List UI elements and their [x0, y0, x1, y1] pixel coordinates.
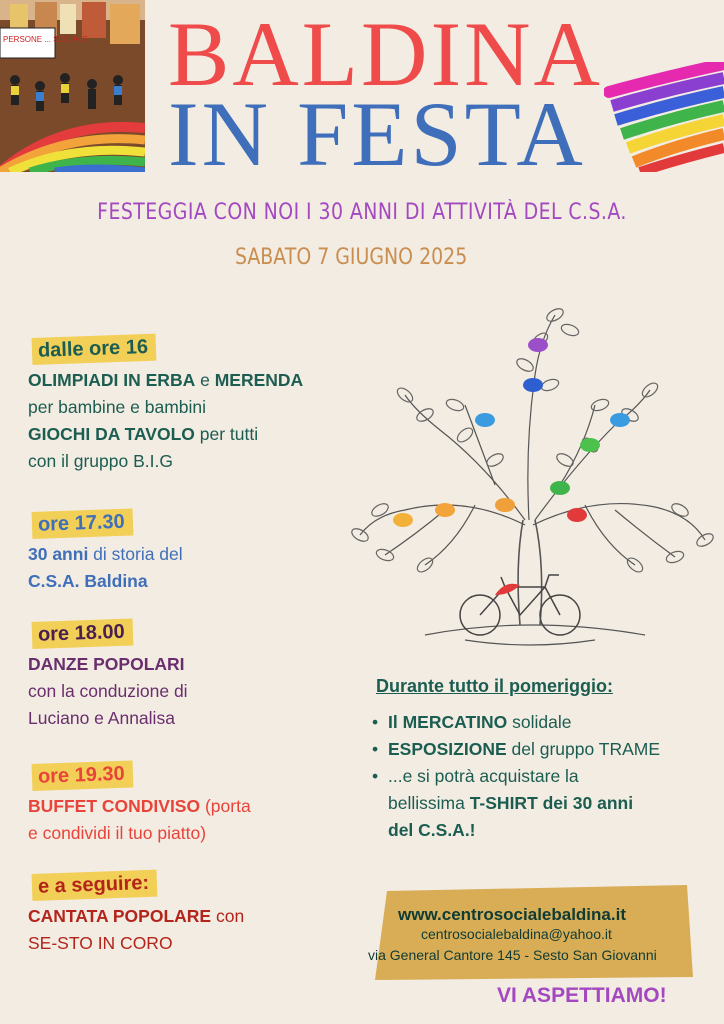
bullet-dot-icon: • [372, 712, 379, 732]
banner-text: PERSONE ... SOCIALE [3, 35, 88, 44]
text-line [28, 930, 244, 957]
title-line-1: BALDINA [168, 3, 603, 105]
text: solidale [507, 712, 572, 732]
text: con il gruppo B.I.G [28, 451, 173, 471]
time-tag: ore 19.30 [32, 760, 134, 790]
schedule-block-seguire [28, 871, 245, 957]
festival-artwork [0, 0, 145, 172]
website-link[interactable]: www.centrosocialebaldina.it [398, 905, 626, 924]
time-tag: ore 17.30 [32, 508, 134, 538]
bullet-dot-icon: • [372, 766, 379, 786]
subtitle: FESTEGGIA CON NOI I 30 ANNI DI ATTIVITÀ DEL C.S.A. [97, 200, 627, 225]
bold-text: MERENDA [214, 370, 304, 390]
bold-text: GIOCHI DA TAVOLO [28, 424, 195, 444]
text: con [211, 906, 245, 926]
afternoon-activities [372, 676, 660, 844]
title-line-2: IN FESTA [168, 83, 586, 185]
text-line [28, 705, 188, 732]
text-line [28, 421, 303, 448]
text: bellissima [388, 793, 470, 813]
schedule-block-1730 [28, 512, 183, 595]
text: (porta [200, 796, 251, 816]
time-tag: e a seguire: [32, 870, 158, 901]
text-line [28, 367, 303, 394]
tree-illustration [345, 295, 715, 665]
afternoon-title: Durante tutto il pomeriggio: [376, 676, 613, 696]
time-tag: ore 18.00 [32, 618, 134, 648]
bold-text: 30 anni [28, 544, 89, 564]
text: di storia del [88, 544, 183, 564]
rainbow-graphic [604, 62, 724, 172]
text-line [388, 763, 660, 790]
email-link[interactable]: centrosocialebaldina@yahoo.it [421, 926, 612, 942]
text: ...e si potrà acquistare la [388, 766, 579, 786]
text: e [195, 370, 215, 390]
text: per bambine e bambini [28, 397, 207, 417]
bold-text: del C.S.A.! [388, 820, 476, 840]
text: Luciano e Annalisa [28, 708, 175, 728]
text-line [28, 678, 188, 705]
closing-text: VI ASPETTIAMO! [497, 984, 667, 1007]
text-line [28, 448, 303, 475]
schedule-block-1930 [28, 764, 251, 847]
text-line [388, 790, 660, 817]
text-line [28, 820, 251, 847]
afternoon-list [372, 709, 660, 844]
text-line [28, 568, 183, 595]
bold-text: T-SHIRT dei 30 anni [469, 793, 634, 813]
bold-text: Il MERCATINO [388, 712, 508, 732]
text-line [388, 817, 660, 844]
schedule-block-16 [28, 335, 304, 475]
text-line [388, 736, 660, 763]
bullet-item [372, 763, 660, 844]
bold-text: C.S.A. Baldina [28, 571, 148, 591]
text-line [28, 394, 303, 421]
bold-text: CANTATA POPOLARE [28, 906, 212, 926]
bold-text: OLIMPIADI IN ERBA [28, 370, 196, 390]
text: del gruppo TRAME [506, 739, 661, 759]
bullet-item [372, 736, 660, 763]
text: con la conduzione di [28, 681, 188, 701]
text: e condividi il tuo piatto) [28, 823, 207, 843]
text: SE-STO IN CORO [28, 933, 173, 953]
address-text: via General Cantore 145 - Sesto San Giovanni [368, 947, 657, 963]
bold-text: BUFFET CONDIVISO [28, 796, 201, 816]
bold-text: ESPOSIZIONE [388, 739, 507, 759]
text-line [28, 793, 251, 820]
text-line [28, 541, 183, 568]
bullet-dot-icon: • [372, 739, 379, 759]
schedule-block-1800 [28, 622, 188, 732]
bullet-item [372, 709, 660, 736]
text-line [28, 903, 244, 930]
event-date: SABATO 7 GIUGNO 2025 [235, 245, 468, 270]
text: per tutti [194, 424, 259, 444]
text-line [388, 709, 660, 736]
text-line [28, 651, 188, 678]
bold-text: DANZE POPOLARI [28, 654, 185, 674]
time-tag: dalle ore 16 [32, 334, 157, 365]
